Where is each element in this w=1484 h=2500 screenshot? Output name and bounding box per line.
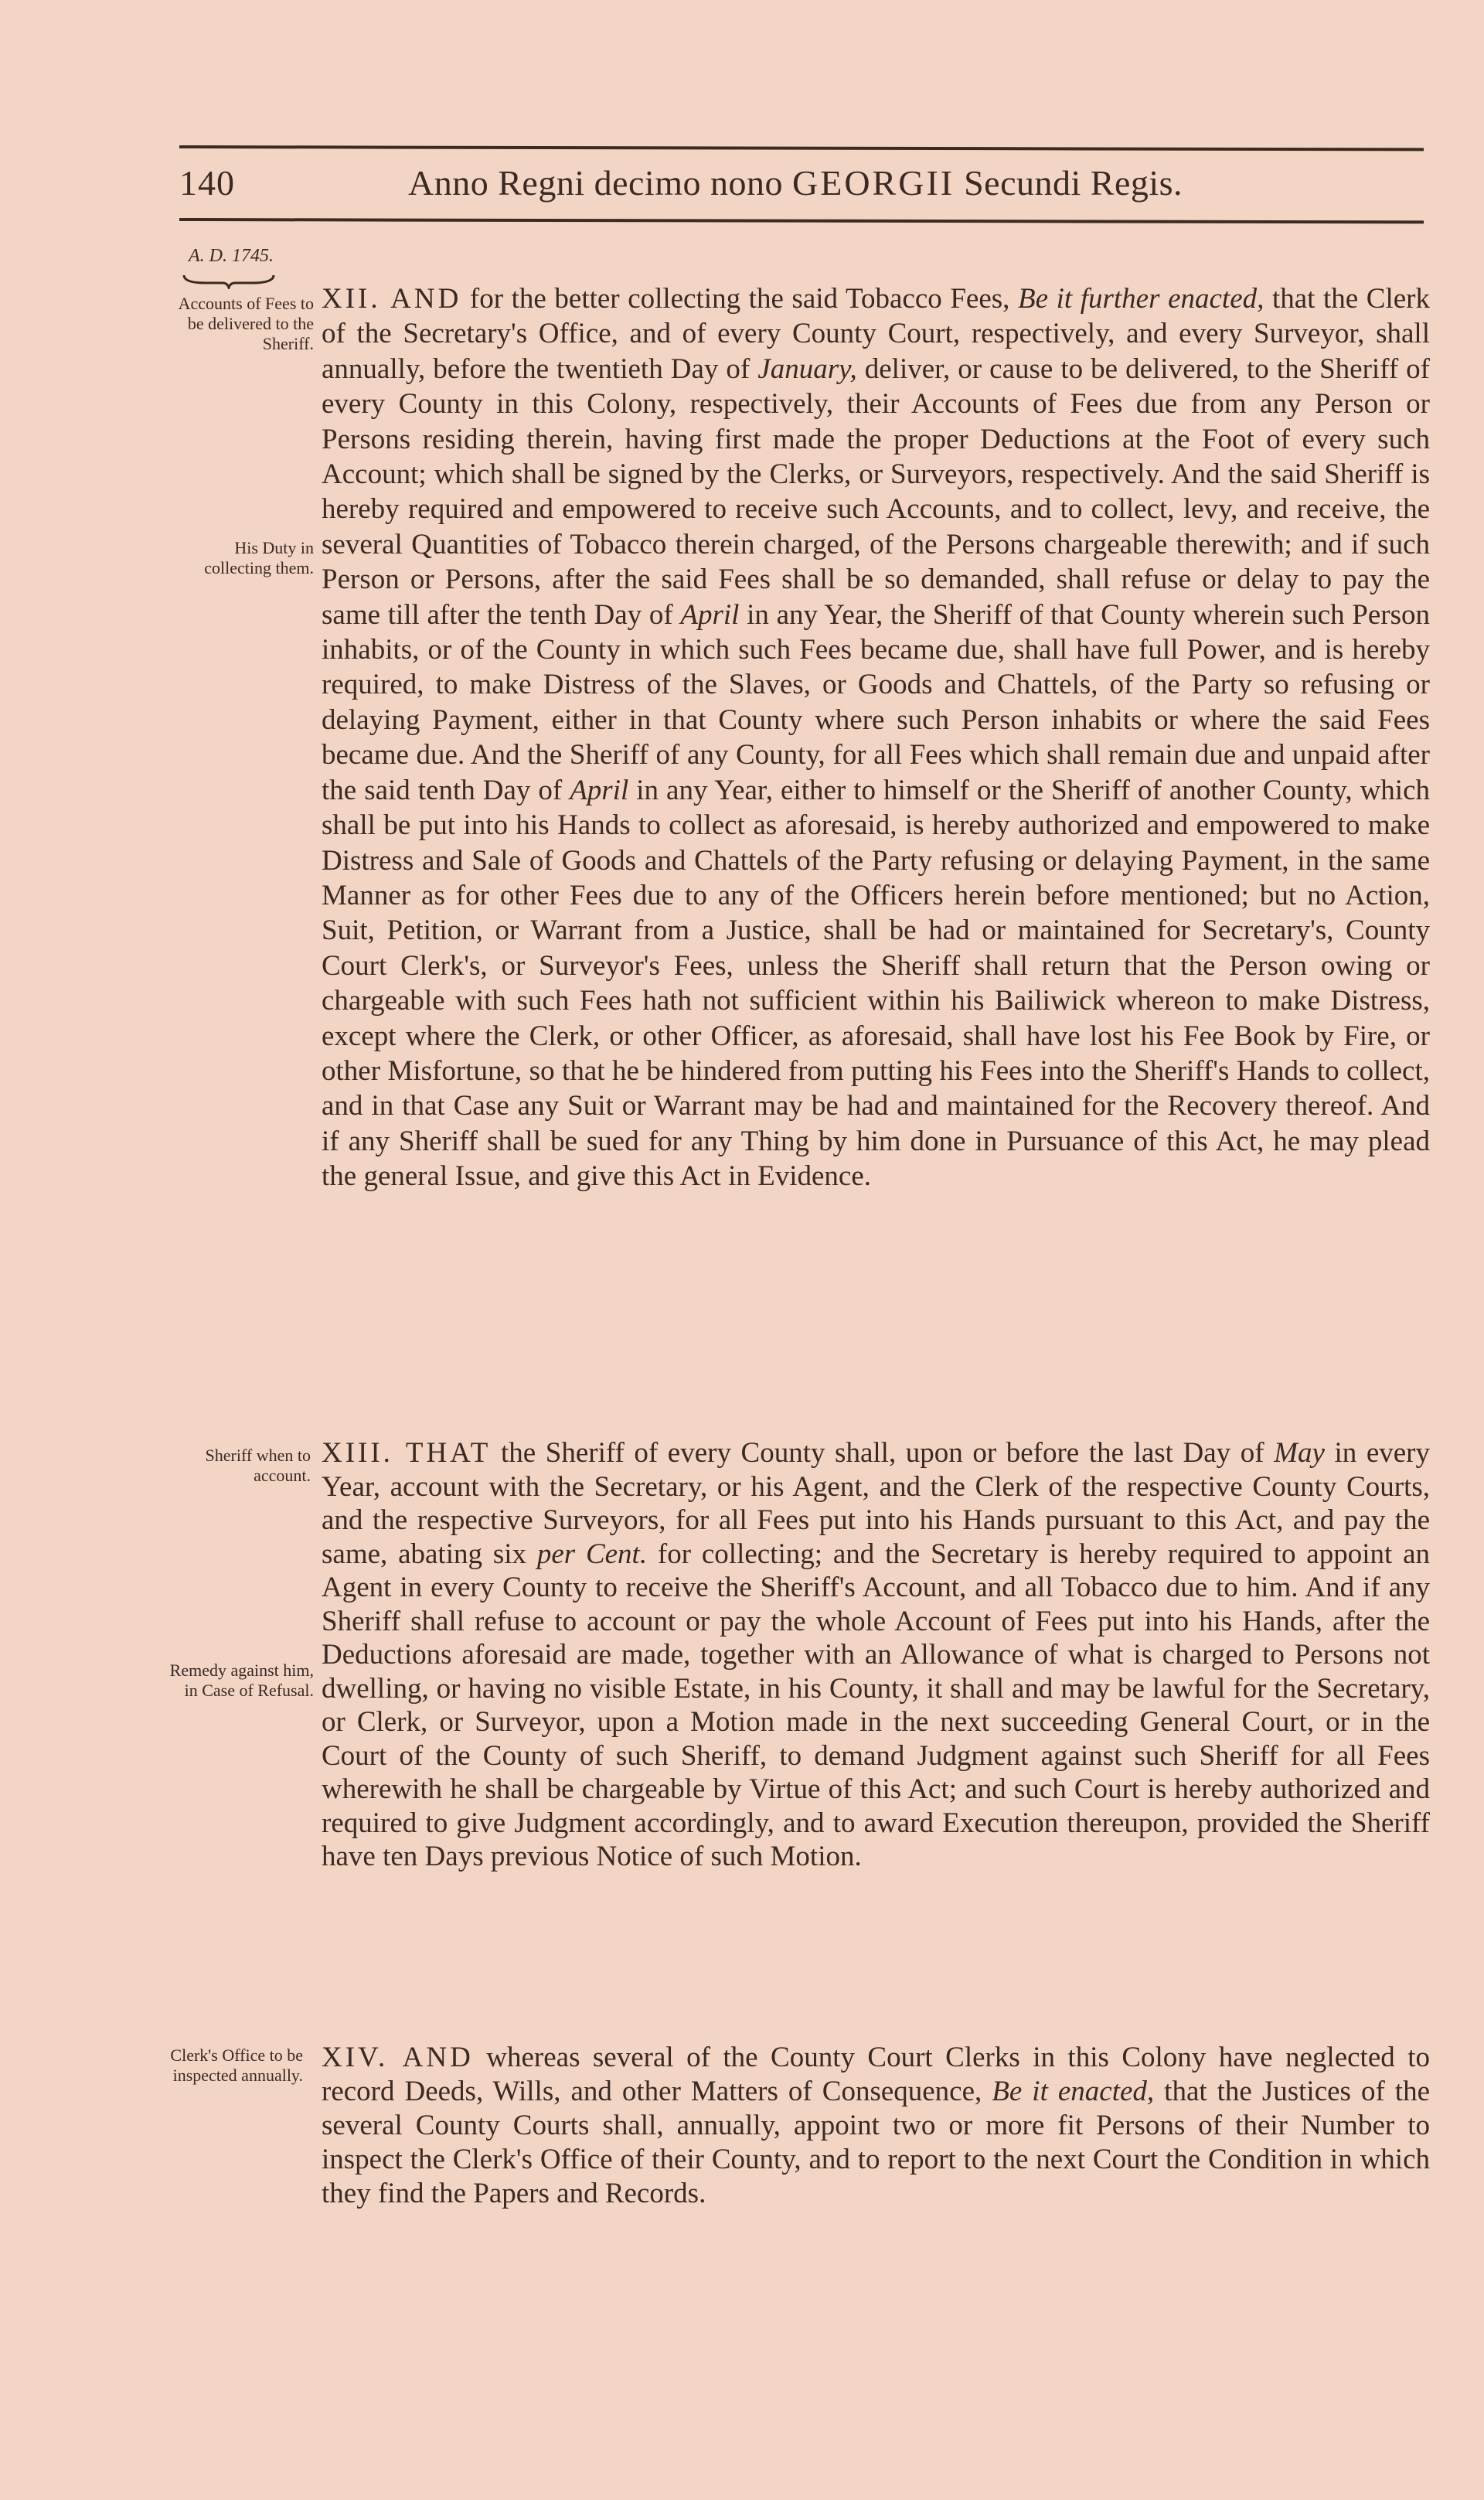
running-head-title: [408, 162, 1183, 203]
margin-note-accounts: Accounts of Fees to be delivered to the Sheriff.: [178, 294, 314, 353]
header-rule-bottom: [179, 218, 1424, 223]
section-xiv-part: that the Justices of the several County Courts shall, annually, appoint two or more fit Persons of their Number to inspect the Clerk's Office of their County, and to report to the next Court the Condition in which they find the Papers and Records.: [322, 2076, 1430, 2209]
margin-note-account-when: Sheriff when to account.: [205, 1446, 311, 1485]
section-xiii-text: [322, 1436, 1430, 1874]
title-king: GEORGII: [792, 163, 955, 203]
section-xiii-italic: May: [1274, 1437, 1325, 1469]
title-suffix: Secundi Regis.: [964, 163, 1183, 203]
section-xii-italic: April: [680, 598, 740, 631]
page-number: 140: [179, 163, 235, 203]
section-xiv-part: whereas several of the County Court Clerks in this Colony have neglected to record Deeds, Wills, and other Matters of Consequence,: [322, 2042, 1430, 2107]
section-xii-part: in any Year, the Sheriff of that County wherein such Person inhabits, or of the County in which such Fees became due, shall have full Power, and is hereby required, to make Distress of the Slaves, or Goods and Chattels, of the Party so refusing or delaying Payment, either in that County where such Person inhabits or where the said Fees became due. And the Sheriff of any County, for all Fees which shall remain due and unpaid after the said tenth Day of: [322, 598, 1430, 806]
section-xii: [322, 281, 1430, 1194]
section-xiv-italic: Be it enacted,: [992, 2076, 1155, 2107]
section-xiv-text: [322, 2041, 1430, 2211]
section-xii-lead: XII. AND: [322, 283, 462, 315]
year-mark: A. D. 1745.: [189, 246, 274, 266]
running-header: [179, 152, 1424, 213]
margin-note-duty: His Duty in collecting them.: [204, 538, 314, 577]
section-xiii-italic: per Cent.: [536, 1538, 648, 1570]
section-xiii-part: in every Year, account with the Secretary, or his Agent, and the Clerk of the respective County Courts, and the respective Surveyors, for all Fees put into his Hands pursuant to this Act, and pay the same, abating six: [322, 1437, 1431, 1570]
margin-note-clerk-office: Clerk's Office to be inspected annually.: [170, 2045, 303, 2085]
section-xiii-part: for collecting; and the Secretary is hereby required to appoint an Agent in every County to receive the Sheriff's Account, and all Tobacco due to him. And if any Sheriff shall refuse to account or pay the whole Account of Fees put into his Hands, after the Deductions aforesaid are made, together with an Allowance of what is charged to Persons not dwelling, or having no visible Estate, in his County, it shall and may be lawful for the Secretary, or Clerk, or Surveyor, upon a Motion made in the next succeeding General Court, or in the Court of the County of such Sheriff, to demand Judgment against such Sheriff for all Fees wherewith he shall be chargeable by Virtue of this Act; and such Court is hereby authorized and required to give Judgment accordingly, and to award Execution thereupon, provided the Sheriff have ten Days previous Notice of such Motion.: [322, 1538, 1431, 1872]
section-xiii: [322, 1436, 1430, 1874]
section-xiv: [322, 2041, 1430, 2211]
section-xiii-part: the Sheriff of every County shall, upon or before the last Day of: [491, 1437, 1275, 1469]
title-prefix: Anno Regni decimo nono: [408, 163, 783, 203]
header-rule-top: [179, 145, 1424, 151]
section-xii-part: deliver, or cause to be delivered, to the Sheriff of every County in this Colony, respectively, their Accounts of Fees due from any Person or Persons residing therein, having first made the proper Deductions at the Foot of every such Account; which shall be signed by the Clerks, or Surveyors, respectively. And the said Sheriff is hereby required and empowered to receive such Accounts, and to collect, levy, and receive, the several Quantities of Tobacco therein charged, of the Persons chargeable therewith; and if such Person or Persons, after the said Fees shall be so demanded, shall refuse or delay to pay the same till after the tenth Day of: [322, 353, 1430, 631]
section-xii-italic: April: [570, 774, 629, 806]
section-xiv-lead: XIV. AND: [322, 2042, 474, 2073]
margin-note-remedy: Remedy against him, in Case of Refusal.: [169, 1660, 314, 1700]
section-xii-part: for the better collecting the said Tobacco Fees,: [461, 283, 1018, 315]
section-xii-italic: Be it further enacted,: [1017, 283, 1264, 315]
section-xii-text: [322, 281, 1430, 1194]
section-xii-part: in any Year, either to himself or the Sheriff of another County, which shall be put into his Hands to collect as aforesaid, is hereby authorized and empowered to make Distress and Sale of Goods and Chattels of the Party refusing or delaying Payment, in the same Manner as for other Fees due to any of the Officers herein before mentioned; but no Action, Suit, Petition, or Warrant from a Justice, shall be had or maintained for Secretary's, County Court Clerk's, or Surveyor's Fees, unless the Sheriff shall return that the Person owing or chargeable with such Fees hath not sufficient within his Bailiwick whereon to make Distress, except where the Clerk, or other Officer, as aforesaid, shall have lost his Fee Book by Fire, or other Misfortune, so that he be hindered from putting his Fees into the Sheriff's Hands to collect, and in that Case any Suit or Warrant may be had and maintained for the Recovery thereof. And if any Sheriff shall be sued for any Thing by him done in Pursuance of this Act, he may plead the general Issue, and give this Act in Evidence.: [322, 774, 1430, 1193]
section-xii-italic: January,: [757, 353, 857, 385]
section-xiii-lead: XIII. THAT: [322, 1437, 492, 1469]
section-xii-part: that the Clerk of the Secretary's Office, and of every County Court, respectively, and every Surveyor, shall annually, before the twentieth Day of: [322, 283, 1430, 385]
year-brace: [182, 272, 275, 289]
